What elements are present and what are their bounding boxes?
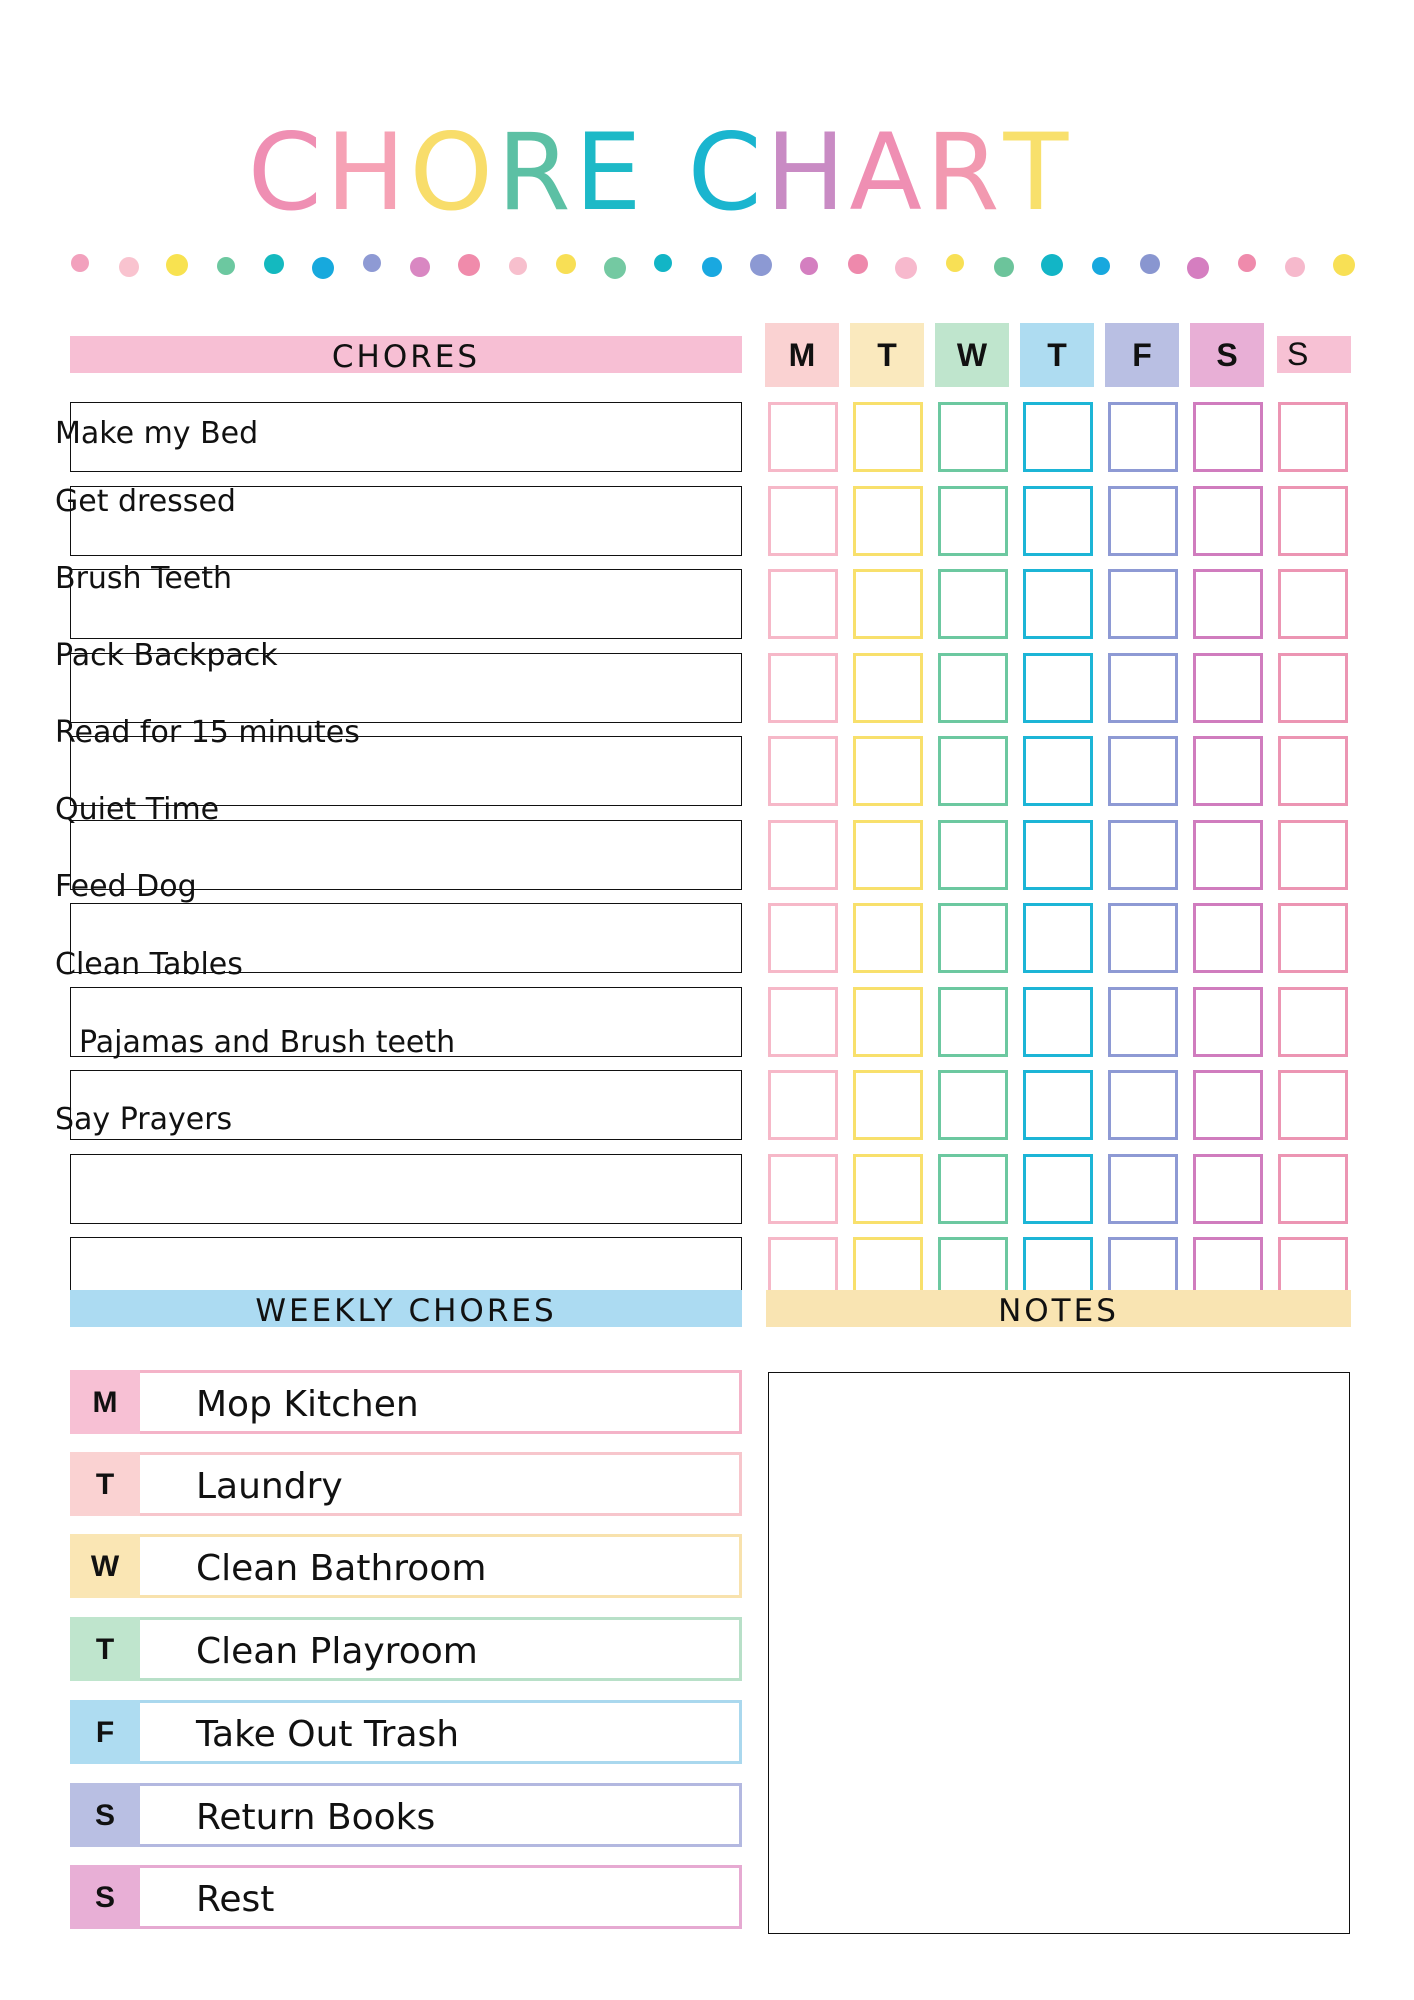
title-letter: R [496,111,575,234]
checkbox-cell[interactable] [1278,1070,1348,1140]
chore-row-box[interactable] [70,1154,742,1224]
checkbox-cell[interactable] [768,402,838,472]
title-letter: H [325,111,410,234]
decorative-dot [1187,257,1209,279]
checkbox-cell[interactable] [1023,1070,1093,1140]
decorative-dot [800,257,818,275]
decorative-dot [458,254,480,276]
checkbox-cell[interactable] [1193,820,1263,890]
checkbox-cell[interactable] [1108,569,1178,639]
checkbox-cell[interactable] [768,569,838,639]
day-header-1: T [850,323,924,387]
decorative-dot [312,257,334,279]
checkbox-cell[interactable] [853,736,923,806]
decorative-dot [702,257,722,277]
chore-label: Get dressed [55,484,236,519]
decorative-dot [166,254,188,276]
weekly-day-label: T [70,1452,140,1516]
chore-label: Clean Tables [55,947,243,982]
checkbox-cell[interactable] [1193,486,1263,556]
title-letter: E [574,111,646,234]
checkbox-cell[interactable] [768,987,838,1057]
title-letter: H [765,111,850,234]
checkbox-cell[interactable] [853,1154,923,1224]
checkbox-cell[interactable] [768,653,838,723]
checkbox-cell[interactable] [1278,736,1348,806]
checkbox-cell[interactable] [1278,486,1348,556]
chore-label: Quiet Time [55,792,220,827]
title-letter: C [247,111,326,234]
checkbox-cell[interactable] [1108,653,1178,723]
day-header-2: W [935,323,1009,387]
title-letter: C [687,111,766,234]
checkbox-cell[interactable] [1023,569,1093,639]
checkbox-cell[interactable] [1108,402,1178,472]
checkbox-cell[interactable] [938,987,1008,1057]
checkbox-cell[interactable] [938,402,1008,472]
checkbox-cell[interactable] [1278,987,1348,1057]
checkbox-cell[interactable] [1193,402,1263,472]
chore-label: Pajamas and Brush teeth [79,1025,456,1060]
checkbox-cell[interactable] [768,1070,838,1140]
title-letter: A [849,111,926,234]
checkbox-cell[interactable] [1193,569,1263,639]
weekly-day-label: M [70,1370,140,1434]
chore-label: Make my Bed [55,416,259,451]
chore-label: Feed Dog [55,869,197,904]
checkbox-cell[interactable] [1108,820,1178,890]
checkbox-cell[interactable] [938,486,1008,556]
chore-label: Brush Teeth [55,561,233,596]
chore-label: Read for 15 minutes [55,715,360,750]
weekly-chore-row [70,1700,742,1764]
checkbox-cell[interactable] [1108,736,1178,806]
weekly-chore-row [70,1370,742,1434]
checkbox-cell[interactable] [1023,820,1093,890]
decorative-dot [410,257,430,277]
checkbox-cell[interactable] [938,820,1008,890]
decorative-dot [895,257,917,279]
decorative-dot [363,254,381,272]
decorative-dot [1140,254,1160,274]
checkbox-cell[interactable] [1278,903,1348,973]
checkbox-cell[interactable] [1193,903,1263,973]
title-letter: T [1003,111,1073,234]
chore-label: Pack Backpack [55,638,278,673]
decorative-dot [848,254,868,274]
checkbox-cell[interactable] [1193,653,1263,723]
decorative-dot [1285,257,1305,277]
weekly-chore-row [70,1534,742,1598]
decorative-dot [1092,257,1110,275]
weekly-task[interactable]: Rest [140,1865,742,1929]
checkbox-cell[interactable] [1108,903,1178,973]
checkbox-cell[interactable] [938,903,1008,973]
decorative-dot [1333,254,1355,276]
checkbox-cell[interactable] [1023,987,1093,1057]
checkbox-cell[interactable] [1108,987,1178,1057]
checkbox-cell[interactable] [1193,987,1263,1057]
checkbox-cell[interactable] [1278,1154,1348,1224]
decorative-dot [994,257,1014,277]
weekly-chore-row [70,1617,742,1681]
decorative-dot [119,257,139,277]
checkbox-cell[interactable] [853,903,923,973]
checkbox-cell[interactable] [853,402,923,472]
checkbox-cell[interactable] [768,736,838,806]
weekly-day-label: W [70,1534,140,1598]
decorative-dot [654,254,672,272]
checkbox-cell[interactable] [1023,653,1093,723]
checkbox-cell[interactable] [1023,736,1093,806]
decorative-dot [1041,254,1063,276]
checkbox-cell[interactable] [1278,820,1348,890]
checkbox-cell[interactable] [1108,486,1178,556]
weekly-day-label: F [70,1700,140,1764]
checkbox-cell[interactable] [1108,1070,1178,1140]
weekly-day-label: T [70,1617,140,1681]
checkbox-cell[interactable] [1278,402,1348,472]
checkbox-cell[interactable] [768,820,838,890]
notes-area[interactable] [768,1372,1350,1934]
checkbox-cell[interactable] [1278,653,1348,723]
decorative-dot [1238,254,1256,272]
weekly-task[interactable]: Clean Bathroom [140,1534,742,1598]
decorative-dot [750,254,772,276]
day-header-6: S [1277,336,1351,373]
checkbox-cell[interactable] [1023,402,1093,472]
checkbox-cell[interactable] [1193,1070,1263,1140]
weekly-task[interactable]: Take Out Trash [140,1700,742,1764]
decorative-dot [217,257,235,275]
checkbox-cell[interactable] [938,569,1008,639]
checkbox-cell[interactable] [853,1070,923,1140]
checkbox-cell[interactable] [768,1154,838,1224]
weekly-task[interactable]: Clean Playroom [140,1617,742,1681]
checkbox-cell[interactable] [853,653,923,723]
weekly-chore-row [70,1865,742,1929]
weekly-task[interactable]: Return Books [140,1783,742,1847]
checkbox-cell[interactable] [1278,569,1348,639]
weekly-task[interactable]: Mop Kitchen [140,1370,742,1434]
checkbox-cell[interactable] [938,1154,1008,1224]
page-title [0,111,1320,234]
day-header-0: M [765,323,839,387]
chores-header: CHORES [70,336,742,373]
decorative-dot [946,254,964,272]
checkbox-cell[interactable] [1023,486,1093,556]
decorative-dots [80,256,1344,286]
day-header-3: T [1020,323,1094,387]
title-letter: R [925,111,1004,234]
notes-header: NOTES [766,1290,1351,1327]
weekly-chores-header: WEEKLY CHORES [70,1290,742,1327]
checkbox-cell[interactable] [853,820,923,890]
checkbox-cell[interactable] [853,569,923,639]
checkbox-cell[interactable] [1193,1154,1263,1224]
checkbox-cell[interactable] [853,486,923,556]
decorative-dot [509,257,527,275]
title-letter: O [409,111,497,234]
checkbox-cell[interactable] [938,736,1008,806]
weekly-day-label: S [70,1865,140,1929]
checkbox-cell[interactable] [1108,1154,1178,1224]
decorative-dot [604,257,626,279]
weekly-task[interactable]: Laundry [140,1452,742,1516]
weekly-day-label: S [70,1783,140,1847]
day-header-5: S [1190,323,1264,387]
weekly-chore-row [70,1783,742,1847]
checkbox-cell[interactable] [1193,736,1263,806]
checkbox-cell[interactable] [1023,903,1093,973]
day-header-4: F [1105,323,1179,387]
checkbox-cell[interactable] [938,653,1008,723]
checkbox-cell[interactable] [938,1070,1008,1140]
chore-label: Say Prayers [55,1102,233,1137]
decorative-dot [71,254,89,272]
decorative-dot [264,254,284,274]
checkbox-cell[interactable] [1023,1154,1093,1224]
checkbox-cell[interactable] [853,987,923,1057]
weekly-chore-row [70,1452,742,1516]
checkbox-cell[interactable] [768,903,838,973]
decorative-dot [556,254,576,274]
checkbox-cell[interactable] [768,486,838,556]
